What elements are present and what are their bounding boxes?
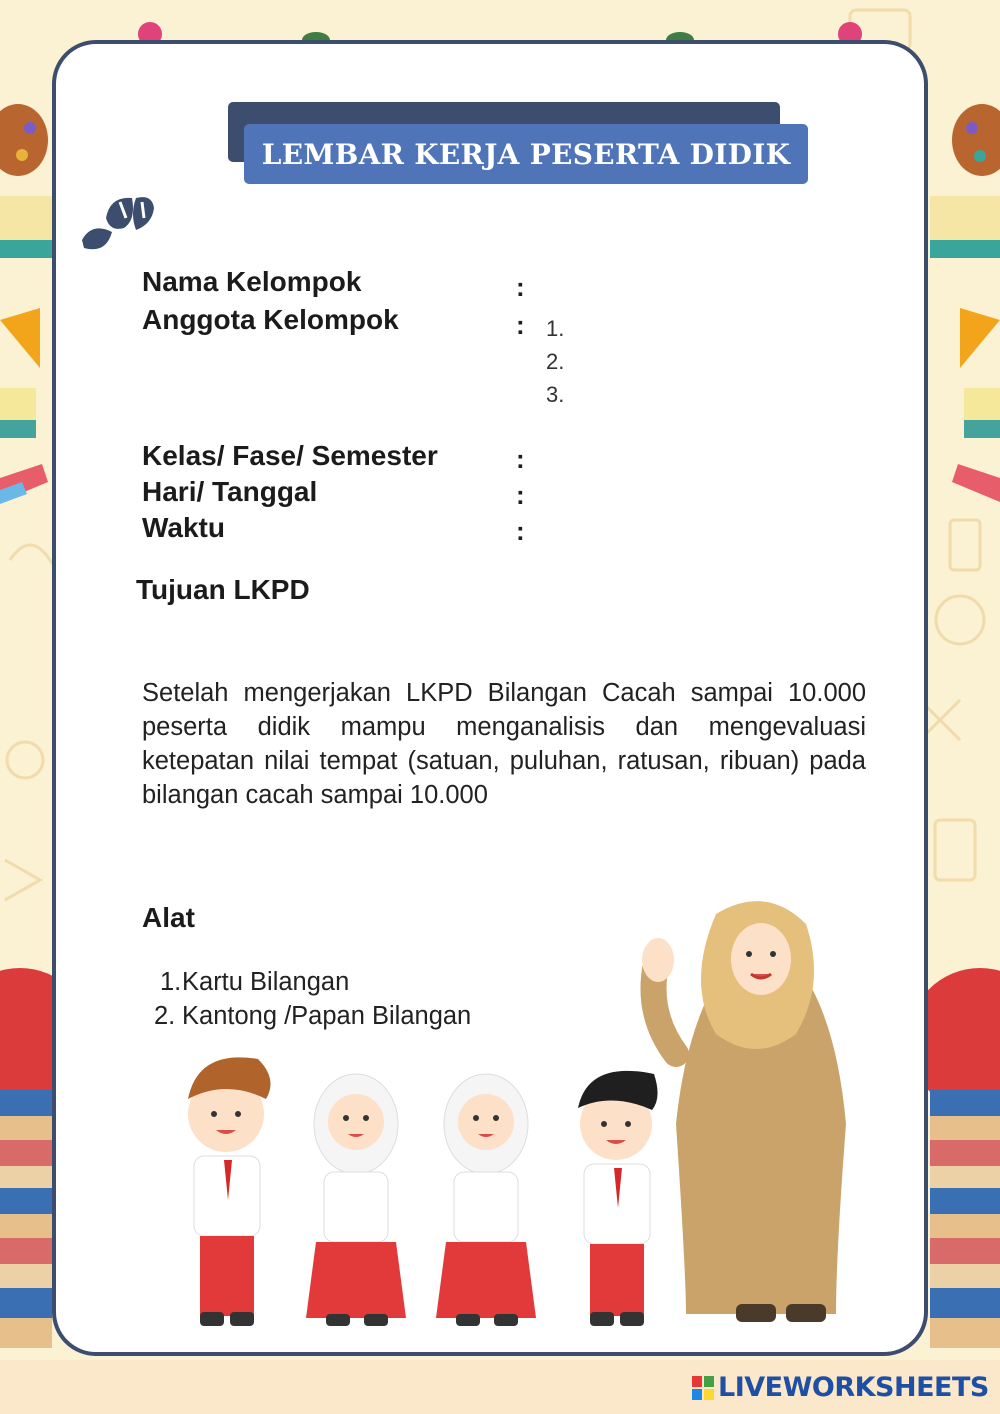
class-label: Kelas/ Fase/ Semester [142,440,438,471]
members-colon: : [516,310,525,340]
worksheet-card [52,40,928,1356]
members-label: Anggota Kelompok [142,304,399,335]
spark-decoration-icon [76,190,160,260]
students-teacher-illustration [116,894,876,1334]
objective-text: Setelah mengerjakan LKPD Bilangan Cacah sampai 10.000 peserta didik mampu menganalisis dan mengevaluasi ketepatan nilai tempat (satuan, puluhan, ratusan, ribuan) pada bilangan cacah sampai 10.000 [142,679,866,809]
date-colon: : [516,480,525,510]
group-name-label: Nama Kelompok [142,266,362,297]
time-colon: : [516,516,525,546]
student-girl-1 [306,1074,406,1326]
class-colon: : [516,444,525,474]
worksheet-title: LEMBAR KERJA PESERTA DIDIK [261,137,791,171]
student-girl-2 [436,1074,536,1326]
title-banner [244,124,808,184]
time-label: Waktu [142,512,225,543]
tools-heading: Alat [142,902,195,933]
brand-name: LIVEWORKSHEETS [718,1372,989,1403]
teacher-figure [642,901,846,1322]
tool-item-label: Kantong /Papan Bilangan [182,1002,472,1030]
objective-heading: Tujuan LKPD [136,574,310,605]
date-label: Hari/ Tanggal [142,476,318,507]
member-number-1: 1. [546,316,565,341]
tool-item-label: Kartu Bilangan [182,968,350,996]
member-number-3: 3. [546,382,565,407]
student-boy-2 [578,1071,658,1326]
logo-mark-icon [692,1376,714,1400]
liveworksheets-logo [692,1372,989,1403]
tool-item-number: 1. [160,968,182,996]
student-boy-1 [188,1057,271,1326]
group-name-colon: : [516,272,525,302]
tool-item-number: 2. [154,1002,176,1030]
member-number-2: 2. [546,349,565,374]
